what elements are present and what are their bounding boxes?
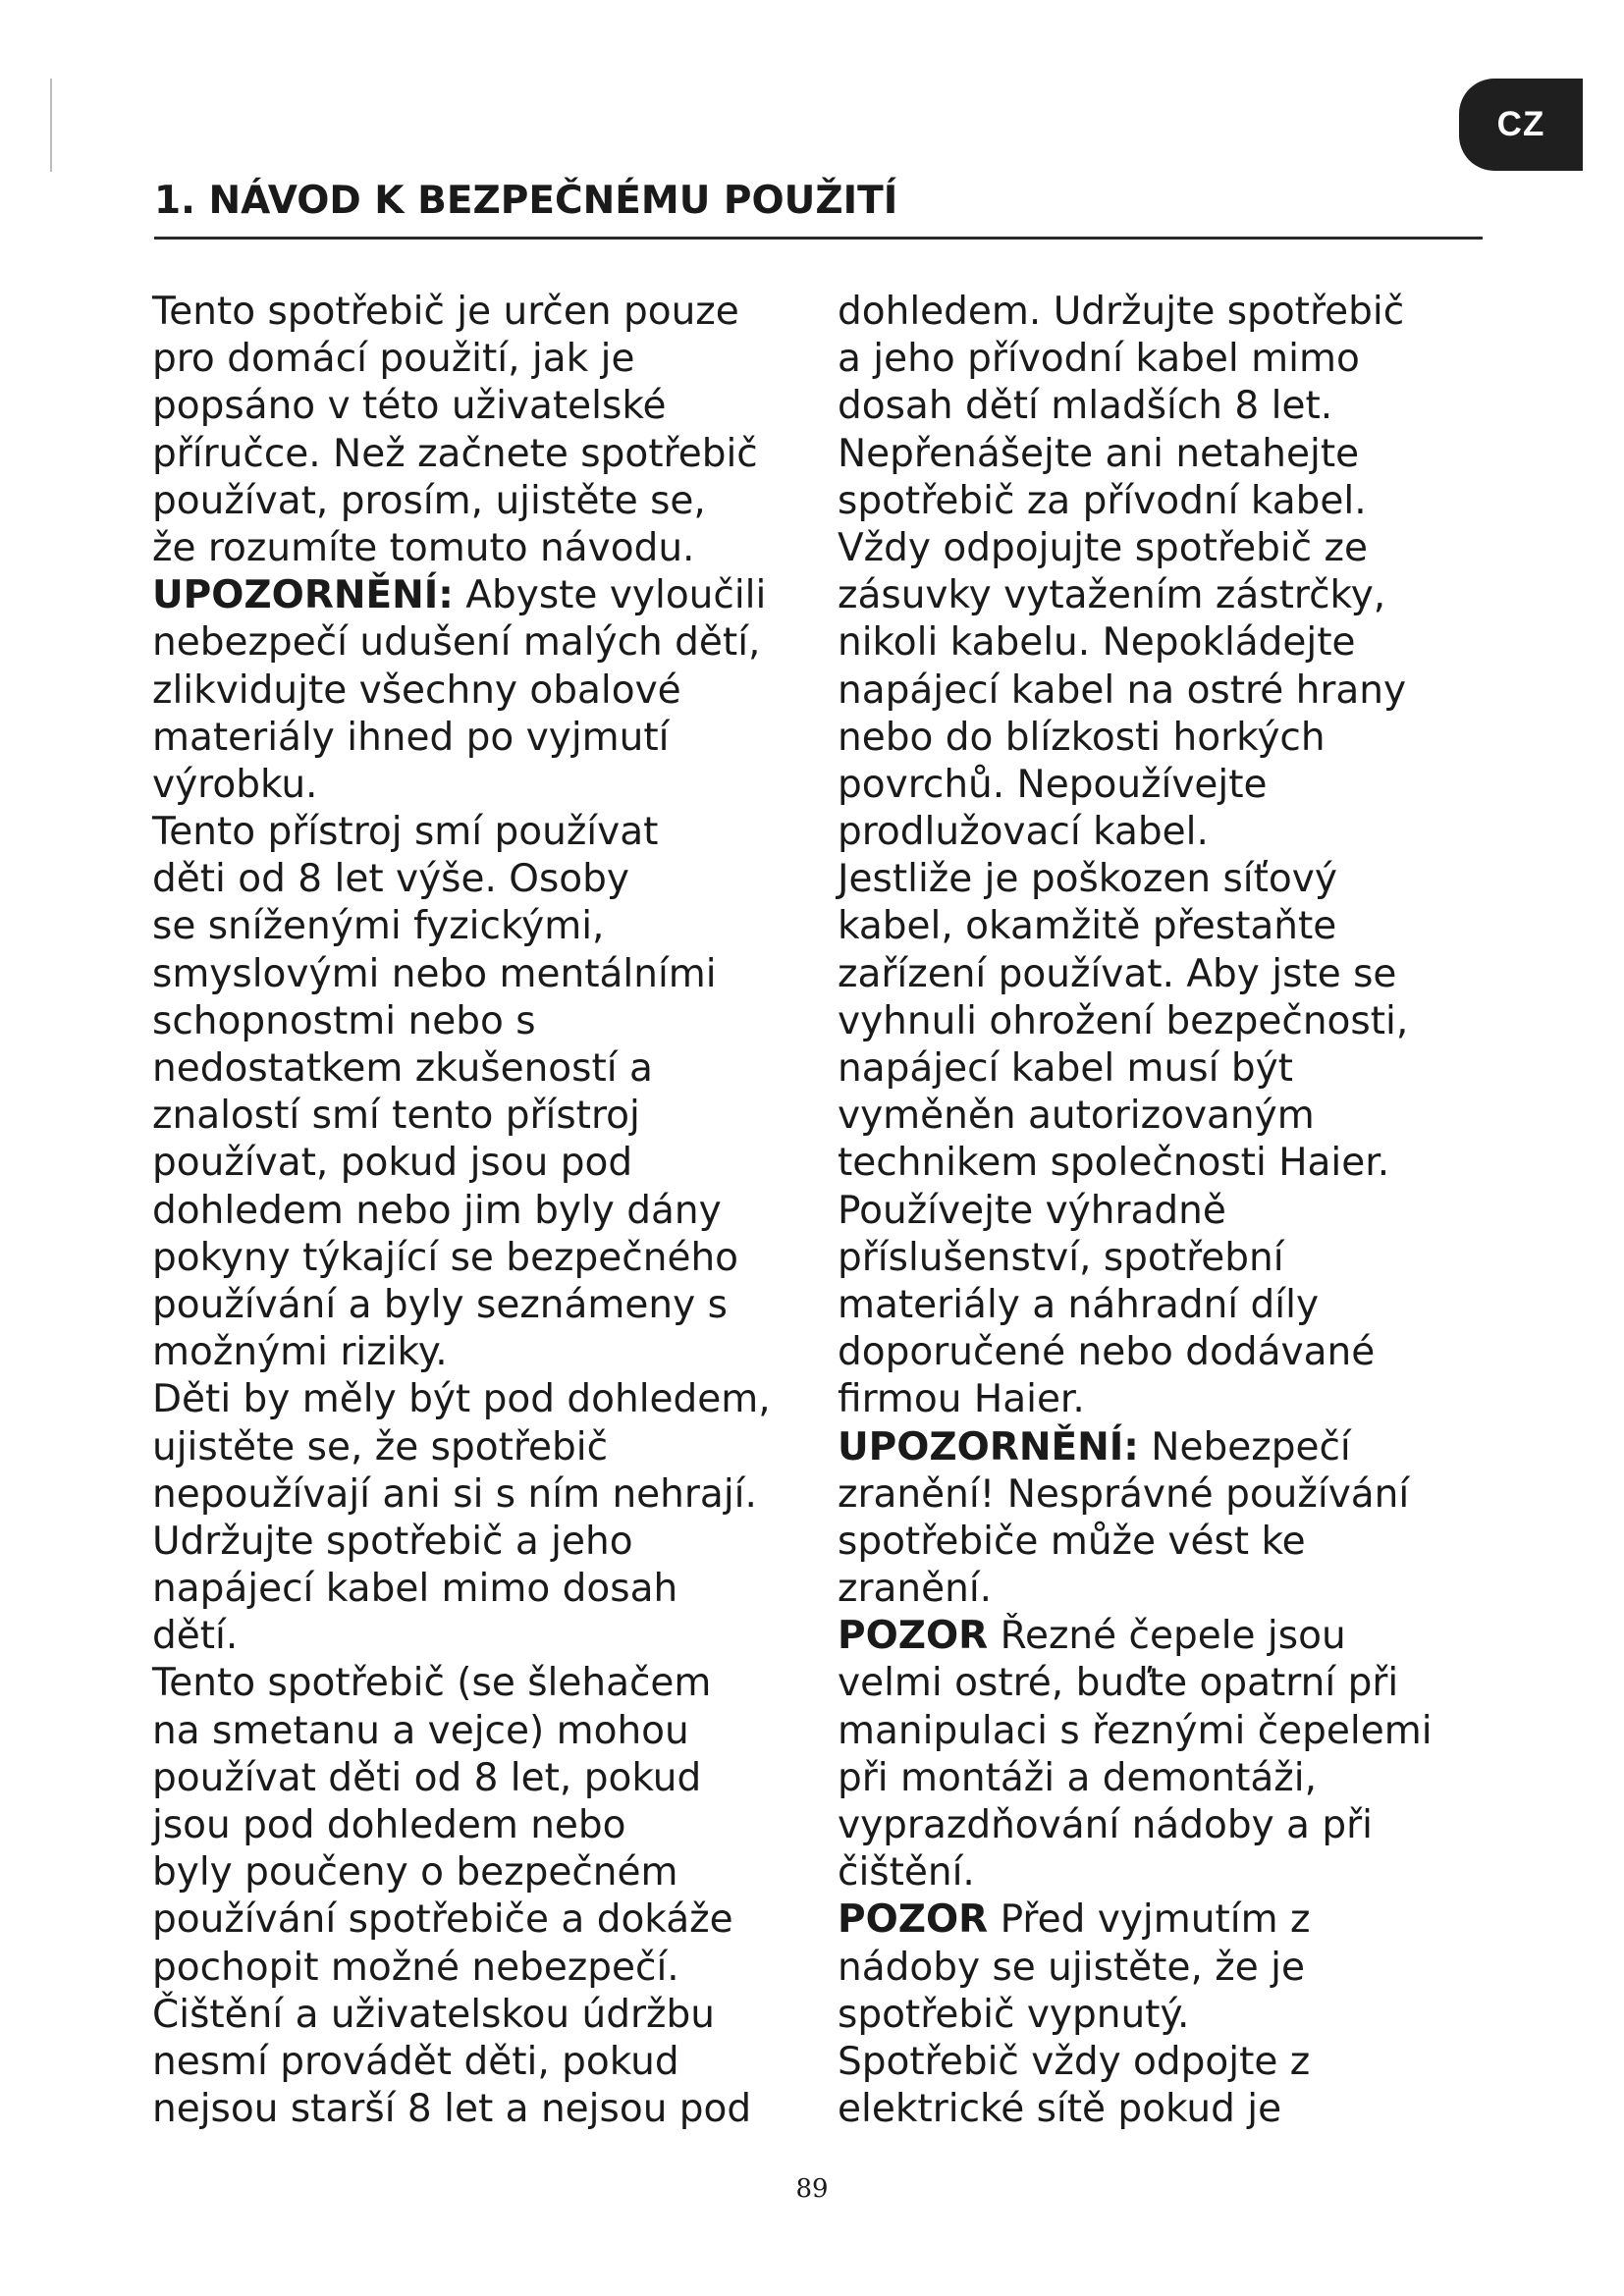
line-text: Před vyjmutím z xyxy=(988,1897,1311,1943)
text-line xyxy=(152,336,820,383)
text-line xyxy=(152,2086,820,2133)
warning-label: POZOR xyxy=(838,1897,989,1943)
text-line xyxy=(838,951,1495,998)
line-text: doporučené nebo dodávané xyxy=(838,1330,1376,1375)
text-line xyxy=(838,478,1495,525)
line-text: dohledem nebo jim byly dány xyxy=(152,1188,722,1233)
line-text: nedostatkem zkušeností a xyxy=(152,1046,653,1091)
line-text: firmou Haier. xyxy=(838,1377,1085,1422)
text-line xyxy=(838,1613,1495,1660)
warning-label: UPOZORNĚNÍ: xyxy=(152,573,454,618)
text-line xyxy=(838,572,1495,619)
text-line xyxy=(838,1896,1495,1944)
text-line xyxy=(152,1613,820,1660)
text-line xyxy=(152,1755,820,1802)
language-badge xyxy=(1459,79,1583,171)
text-line xyxy=(152,1471,820,1519)
text-line xyxy=(152,1802,820,1849)
text-line xyxy=(838,667,1495,715)
line-text: Řezné čepele jsou xyxy=(988,1614,1346,1659)
line-text: Tento spotřebič (se šlehačem xyxy=(152,1661,712,1706)
text-line xyxy=(838,1471,1495,1519)
text-line xyxy=(838,2086,1495,2133)
text-line xyxy=(838,1992,1495,2039)
text-line xyxy=(838,1329,1495,1376)
line-text: používání a byly seznámeny s xyxy=(152,1282,728,1327)
warning-label: UPOZORNĚNÍ: xyxy=(838,1424,1139,1469)
text-line xyxy=(152,1992,820,2039)
text-line xyxy=(152,1708,820,1755)
line-text: nebezpečí udušení malých dětí, xyxy=(152,620,761,666)
line-text: materiály ihned po vyjmutí xyxy=(152,715,670,760)
line-text: technikem společnosti Haier. xyxy=(838,1141,1390,1186)
line-text: výrobku. xyxy=(152,762,318,807)
line-text: zranění! Nesprávné používání xyxy=(838,1471,1410,1517)
text-line xyxy=(152,1329,820,1376)
text-line xyxy=(152,525,820,572)
line-text: nádoby se ujistěte, že je xyxy=(838,1945,1305,1990)
line-text: nesmí provádět děti, pokud xyxy=(152,2039,679,2084)
text-line xyxy=(152,1566,820,1613)
line-text: byly poučeny o bezpečném xyxy=(152,1850,678,1896)
line-text: zásuvky vytažením zástrčky, xyxy=(838,573,1386,618)
line-text: Udržujte spotřebič a jeho xyxy=(152,1519,633,1564)
text-line xyxy=(838,336,1495,383)
text-line xyxy=(838,1945,1495,1992)
line-text: dohledem. Udržujte spotřebič xyxy=(838,290,1405,334)
line-text: smyslovými nebo mentálními xyxy=(152,951,717,996)
text-line xyxy=(838,1849,1495,1896)
line-text: Používejte výhradně xyxy=(838,1188,1226,1233)
text-line xyxy=(838,998,1495,1045)
warning-label: POZOR xyxy=(838,1614,989,1659)
text-line xyxy=(838,383,1495,430)
text-line xyxy=(152,667,820,715)
text-line xyxy=(838,903,1495,950)
line-text: používat, pokud jsou pod xyxy=(152,1141,633,1186)
text-line xyxy=(838,809,1495,856)
line-text: znalostí smí tento přístroj xyxy=(152,1094,640,1139)
line-text: dosah dětí mladších 8 let. xyxy=(838,384,1333,429)
line-text: prodlužovací kabel. xyxy=(838,810,1209,855)
line-text: se sníženými fyzickými, xyxy=(152,904,605,949)
text-line xyxy=(838,715,1495,762)
text-line xyxy=(152,951,820,998)
text-line xyxy=(152,1376,820,1423)
text-line xyxy=(152,1849,820,1896)
line-text: zlikvidujte všechny obalové xyxy=(152,667,681,713)
text-line xyxy=(152,1896,820,1944)
line-text: zranění. xyxy=(838,1567,993,1612)
text-line xyxy=(838,856,1495,903)
line-text: schopnostmi nebo s xyxy=(152,998,536,1043)
text-line xyxy=(838,619,1495,667)
line-text: napájecí kabel mimo dosah xyxy=(152,1567,678,1612)
text-line xyxy=(152,383,820,430)
line-text: nikoli kabelu. Nepokládejte xyxy=(838,620,1356,666)
line-text: Čištění a uživatelskou údržbu xyxy=(152,1992,715,2037)
text-line xyxy=(838,1235,1495,1282)
line-text: popsáno v této uživatelské xyxy=(152,384,667,429)
line-text: Vždy odpojujte spotřebič ze xyxy=(838,525,1368,570)
line-text: spotřebiče může vést ke xyxy=(838,1519,1306,1564)
line-text: používání spotřebiče a dokáže xyxy=(152,1897,733,1943)
line-text: Abyste vyloučili xyxy=(453,573,767,618)
line-text: napájecí kabel na ostré hrany xyxy=(838,667,1407,713)
line-text: možnými riziky. xyxy=(152,1330,448,1375)
text-line xyxy=(152,762,820,809)
text-line xyxy=(838,1566,1495,1613)
text-line xyxy=(152,1045,820,1093)
line-text: nepoužívají ani si s ním nehrají. xyxy=(152,1471,757,1517)
line-text: vyhnuli ohrožení bezpečnosti, xyxy=(838,998,1409,1043)
line-text: vyměněn autorizovaným xyxy=(838,1094,1315,1139)
line-text: děti od 8 let výše. Osoby xyxy=(152,857,629,902)
line-text: ujistěte se, že spotřebič xyxy=(152,1424,609,1469)
line-text: dětí. xyxy=(152,1614,239,1659)
line-text: Tento přístroj smí používat xyxy=(152,810,659,855)
line-text: Nepřenášejte ani netahejte xyxy=(838,431,1360,476)
left-text-column xyxy=(152,289,820,2133)
title-underline xyxy=(154,237,1483,240)
text-line xyxy=(152,715,820,762)
text-line xyxy=(152,1188,820,1235)
line-text: materiály a náhradní díly xyxy=(838,1282,1320,1327)
margin-rule xyxy=(50,79,52,172)
text-line xyxy=(152,998,820,1045)
line-text: při montáži a demontáži, xyxy=(838,1755,1317,1800)
text-line xyxy=(838,289,1495,336)
line-text: Spotřebič vždy odpojte z xyxy=(838,2039,1311,2084)
line-text: příručce. Než začnete spotřebič xyxy=(152,431,758,476)
line-text: spotřebič za přívodní kabel. xyxy=(838,478,1367,523)
line-text: Děti by měly být pod dohledem, xyxy=(152,1377,771,1422)
text-line xyxy=(152,1945,820,1992)
text-line xyxy=(152,2039,820,2086)
line-text: velmi ostré, buďte opatrní při xyxy=(838,1661,1399,1706)
text-line xyxy=(838,762,1495,809)
line-text: pochopit možné nebezpečí. xyxy=(152,1945,679,1990)
text-line xyxy=(838,1424,1495,1471)
text-line xyxy=(152,809,820,856)
line-text: používat děti od 8 let, pokud xyxy=(152,1755,702,1800)
text-line xyxy=(152,903,820,950)
text-line xyxy=(152,1660,820,1707)
language-badge-label: CZ xyxy=(1496,105,1545,143)
line-text: povrchů. Nepoužívejte xyxy=(838,762,1268,807)
text-line xyxy=(152,572,820,619)
text-line xyxy=(152,478,820,525)
text-line xyxy=(838,1755,1495,1802)
line-text: pro domácí použití, jak je xyxy=(152,337,635,382)
text-line xyxy=(152,856,820,903)
text-line xyxy=(152,619,820,667)
text-line xyxy=(838,1708,1495,1755)
text-line xyxy=(838,1660,1495,1707)
line-text: a jeho přívodní kabel mimo xyxy=(838,337,1360,382)
text-line xyxy=(152,1519,820,1566)
line-text: elektrické sítě pokud je xyxy=(838,2087,1282,2132)
line-text: zařízení používat. Aby jste se xyxy=(838,951,1397,996)
line-text: vyprazdňování nádoby a při xyxy=(838,1803,1373,1847)
text-line xyxy=(838,2039,1495,2086)
line-text: nebo do blízkosti horkých xyxy=(838,715,1326,760)
line-text: Jestliže je poškozen síťový xyxy=(838,857,1337,902)
line-text: napájecí kabel musí být xyxy=(838,1046,1293,1091)
text-line xyxy=(838,1045,1495,1093)
line-text: jsou pod dohledem nebo xyxy=(152,1803,626,1847)
line-text: pokyny týkající se bezpečného xyxy=(152,1235,739,1280)
line-text: používat, prosím, ujistěte se, xyxy=(152,478,706,523)
text-line xyxy=(838,1376,1495,1423)
section-title: 1. NÁVOD K BEZPEČNÉMU POUŽITÍ xyxy=(154,179,898,223)
text-line xyxy=(838,1140,1495,1187)
line-text: nejsou starší 8 let a nejsou pod xyxy=(152,2087,752,2132)
line-text: na smetanu a vejce) mohou xyxy=(152,1708,689,1753)
text-line xyxy=(152,1282,820,1329)
page-number: 89 xyxy=(795,2174,829,2204)
line-text: kabel, okamžitě přestaňte xyxy=(838,904,1337,949)
text-line xyxy=(838,1802,1495,1849)
text-line xyxy=(152,289,820,336)
text-line xyxy=(838,1519,1495,1566)
text-line xyxy=(152,1093,820,1140)
text-line xyxy=(838,431,1495,478)
line-text: čištění. xyxy=(838,1850,975,1896)
line-text: manipulaci s řeznými čepelemi xyxy=(838,1708,1433,1753)
text-line xyxy=(838,1282,1495,1329)
right-text-column xyxy=(838,289,1495,2133)
line-text: že rozumíte tomuto návodu. xyxy=(152,525,695,570)
line-text: Nebezpečí xyxy=(1138,1424,1351,1469)
text-line xyxy=(838,1093,1495,1140)
text-line xyxy=(152,1235,820,1282)
text-line xyxy=(152,431,820,478)
line-text: příslušenství, spotřební xyxy=(838,1235,1284,1280)
text-line xyxy=(838,1188,1495,1235)
text-line xyxy=(152,1424,820,1471)
line-text: Tento spotřebič je určen pouze xyxy=(152,290,739,334)
line-text: spotřebič vypnutý. xyxy=(838,1992,1190,2037)
text-line xyxy=(838,525,1495,572)
text-line xyxy=(152,1140,820,1187)
